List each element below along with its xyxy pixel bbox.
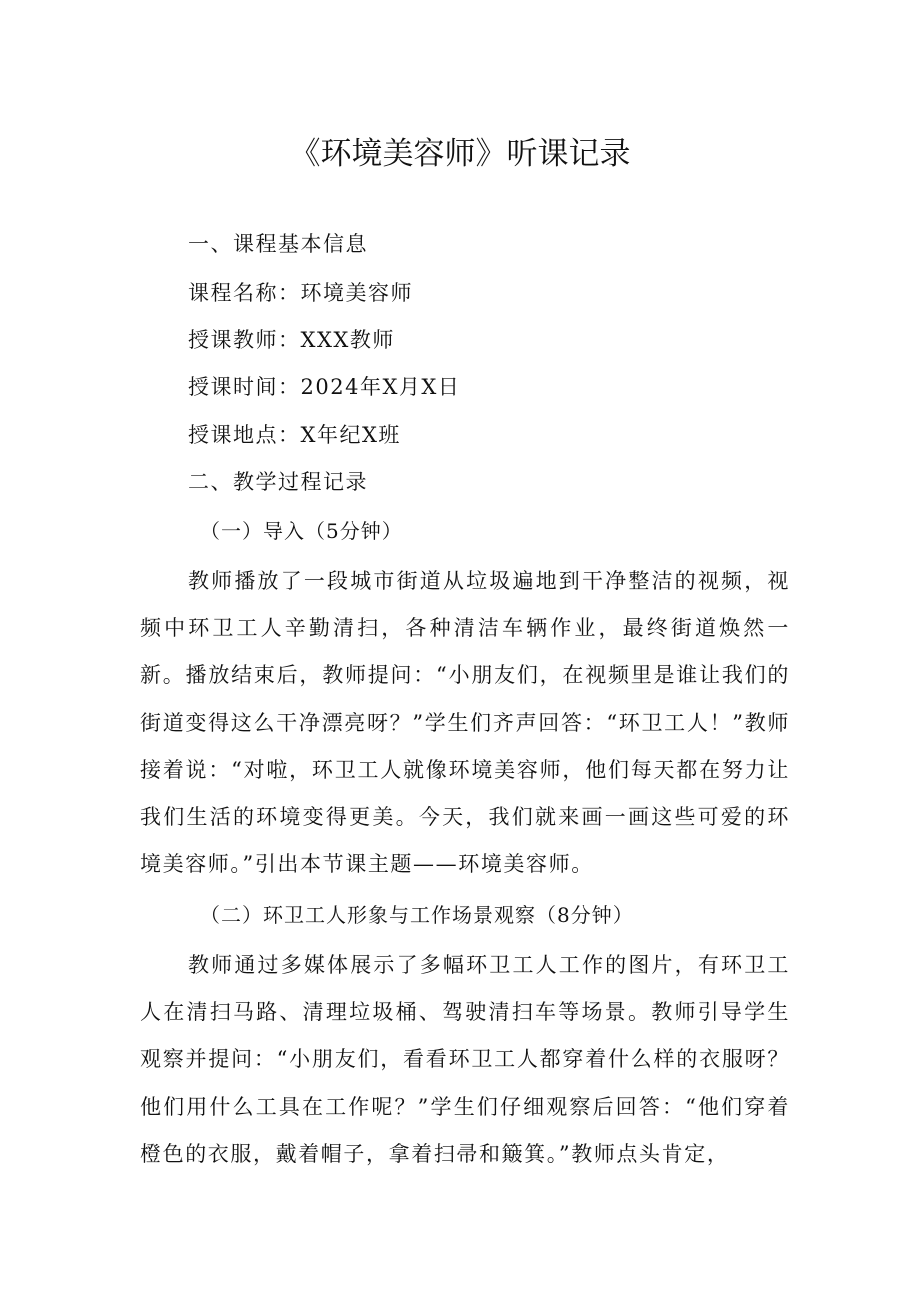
course-name: 课程名称：环境美容师: [188, 281, 413, 305]
part2-paragraph: 教师通过多媒体展示了多幅环卫工人工作的图片，有环卫工人在清扫马路、清理垃圾桶、驾驶清扫车等场景。教师引导学生观察并提问：“小朋友们，看看环卫工人都穿着什么样的衣服呀？他们用什么工具在工作呢？”学生们仔细观察后回答：“他们穿着橙色的衣服，戴着帽子，拿着扫帚和簸箕。”教师点头肯定，: [140, 953, 790, 1166]
part1-paragraph: 教师播放了一段城市街道从垃圾遍地到干净整洁的视频，视频中环卫工人辛勤清扫，各种清洁车辆作业，最终街道焕然一新。播放结束后，教师提问：“小朋友们，在视频里是谁让我们的街道变得这么干净漂亮呀？”学生们齐声回答：“环卫工人！”教师接着说：“对啦，环卫工人就像环境美容师，他们每天都在努力让我们生活的环境变得更美。今天，我们就来画一画这些可爱的环境美容师。”引出本节课主题——环境美容师。: [140, 569, 790, 877]
course-teacher: 授课教师：XXX教师: [188, 328, 395, 352]
course-time: 授课时间：2024年X月X日: [188, 375, 461, 399]
course-location: 授课地点：X年纪X班: [188, 423, 401, 447]
section1-heading: 一、课程基本信息: [188, 232, 368, 256]
part1-heading: （一）导入（5分钟）: [200, 519, 403, 543]
part2-heading: （二）环卫工人形象与工作场景观察（8分钟）: [200, 903, 634, 927]
section2-heading: 二、教学过程记录: [188, 470, 368, 494]
document-title: 《环境美容师》听课记录: [289, 136, 631, 172]
